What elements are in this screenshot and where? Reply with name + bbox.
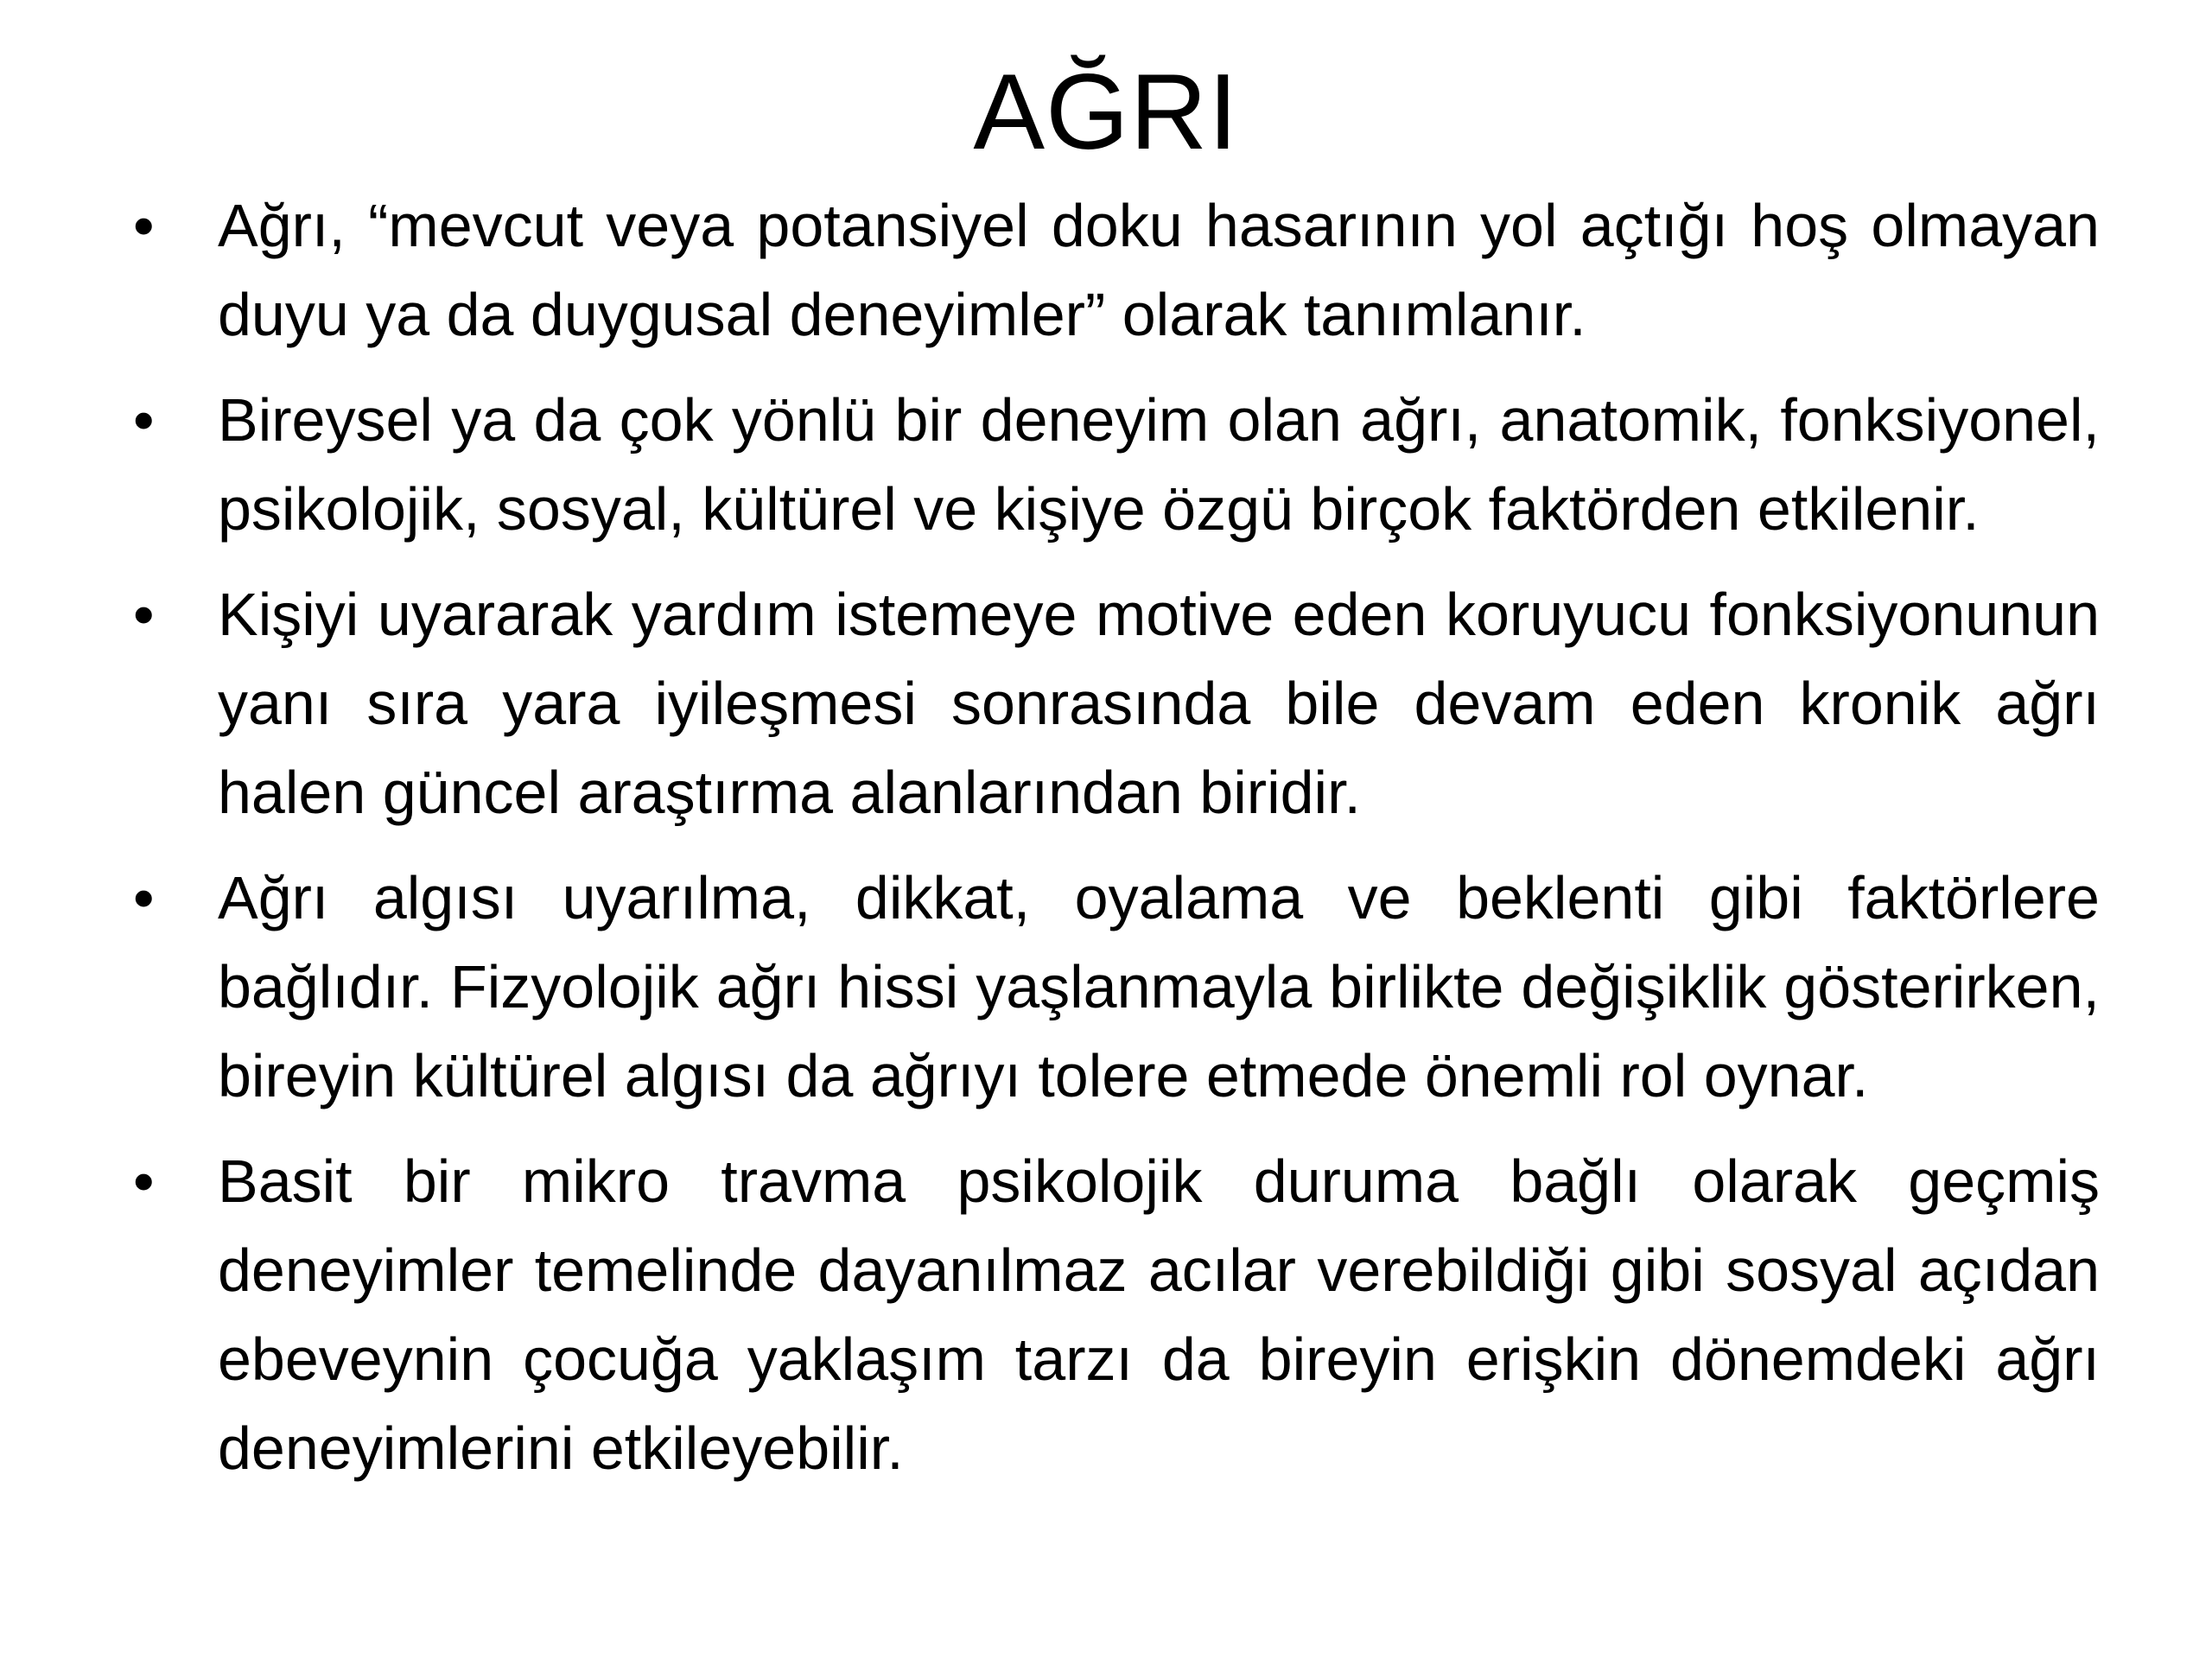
bullet-item bbox=[121, 1137, 2100, 1493]
bullet-dot-icon: • bbox=[133, 1147, 155, 1215]
bullet-dot-icon: • bbox=[133, 581, 155, 648]
bullet-text: Ağrı algısı uyarılma, dikkat, oyalama ve beklenti gibi faktörlere bağlıdır. Fizyolojik ağrı hissi yaşlanmayla birlikte değişiklik gösterirken, bireyin kültürel algısı da ağrıyı tolere etmede önemli rol oynar. bbox=[218, 864, 2100, 1109]
bullet-text: Ağrı, “mevcut veya potansiyel doku hasarının yol açtığı hoş olmayan duyu ya da duygusal deneyimler” olarak tanımlanır. bbox=[218, 192, 2100, 348]
bullet-text: Kişiyi uyararak yardım istemeye motive eden koruyucu fonksiyonunun yanı sıra yara iyileşmesi sonrasında bile devam eden kronik ağrı halen güncel araştırma alanlarından biridir. bbox=[218, 581, 2100, 826]
bullet-dot-icon: • bbox=[133, 864, 155, 931]
bullet-text: Bireysel ya da çok yönlü bir deneyim olan ağrı, anatomik, fonksiyonel, psikolojik, sosyal, kültürel ve kişiye özgü birçok faktörden etkilenir. bbox=[218, 386, 2100, 543]
bullet-item bbox=[121, 570, 2100, 837]
bullet-item bbox=[121, 376, 2100, 554]
slide-title: AĞRI bbox=[973, 53, 1239, 172]
bullet-dot-icon: • bbox=[133, 192, 155, 259]
bullet-item bbox=[121, 181, 2100, 359]
bullet-text: Basit bir mikro travma psikolojik duruma bağlı olarak geçmiş deneyimler temelinde dayanılmaz acılar verebildiği gibi sosyal açıdan ebeveynin çocuğa yaklaşım tarzı da bireyin erişkin dönemdeki ağrı deneyimlerini etkileyebilir. bbox=[218, 1147, 2100, 1482]
bullet-dot-icon: • bbox=[133, 386, 155, 454]
bullet-item bbox=[121, 854, 2100, 1121]
bullet-list bbox=[121, 181, 2100, 1510]
